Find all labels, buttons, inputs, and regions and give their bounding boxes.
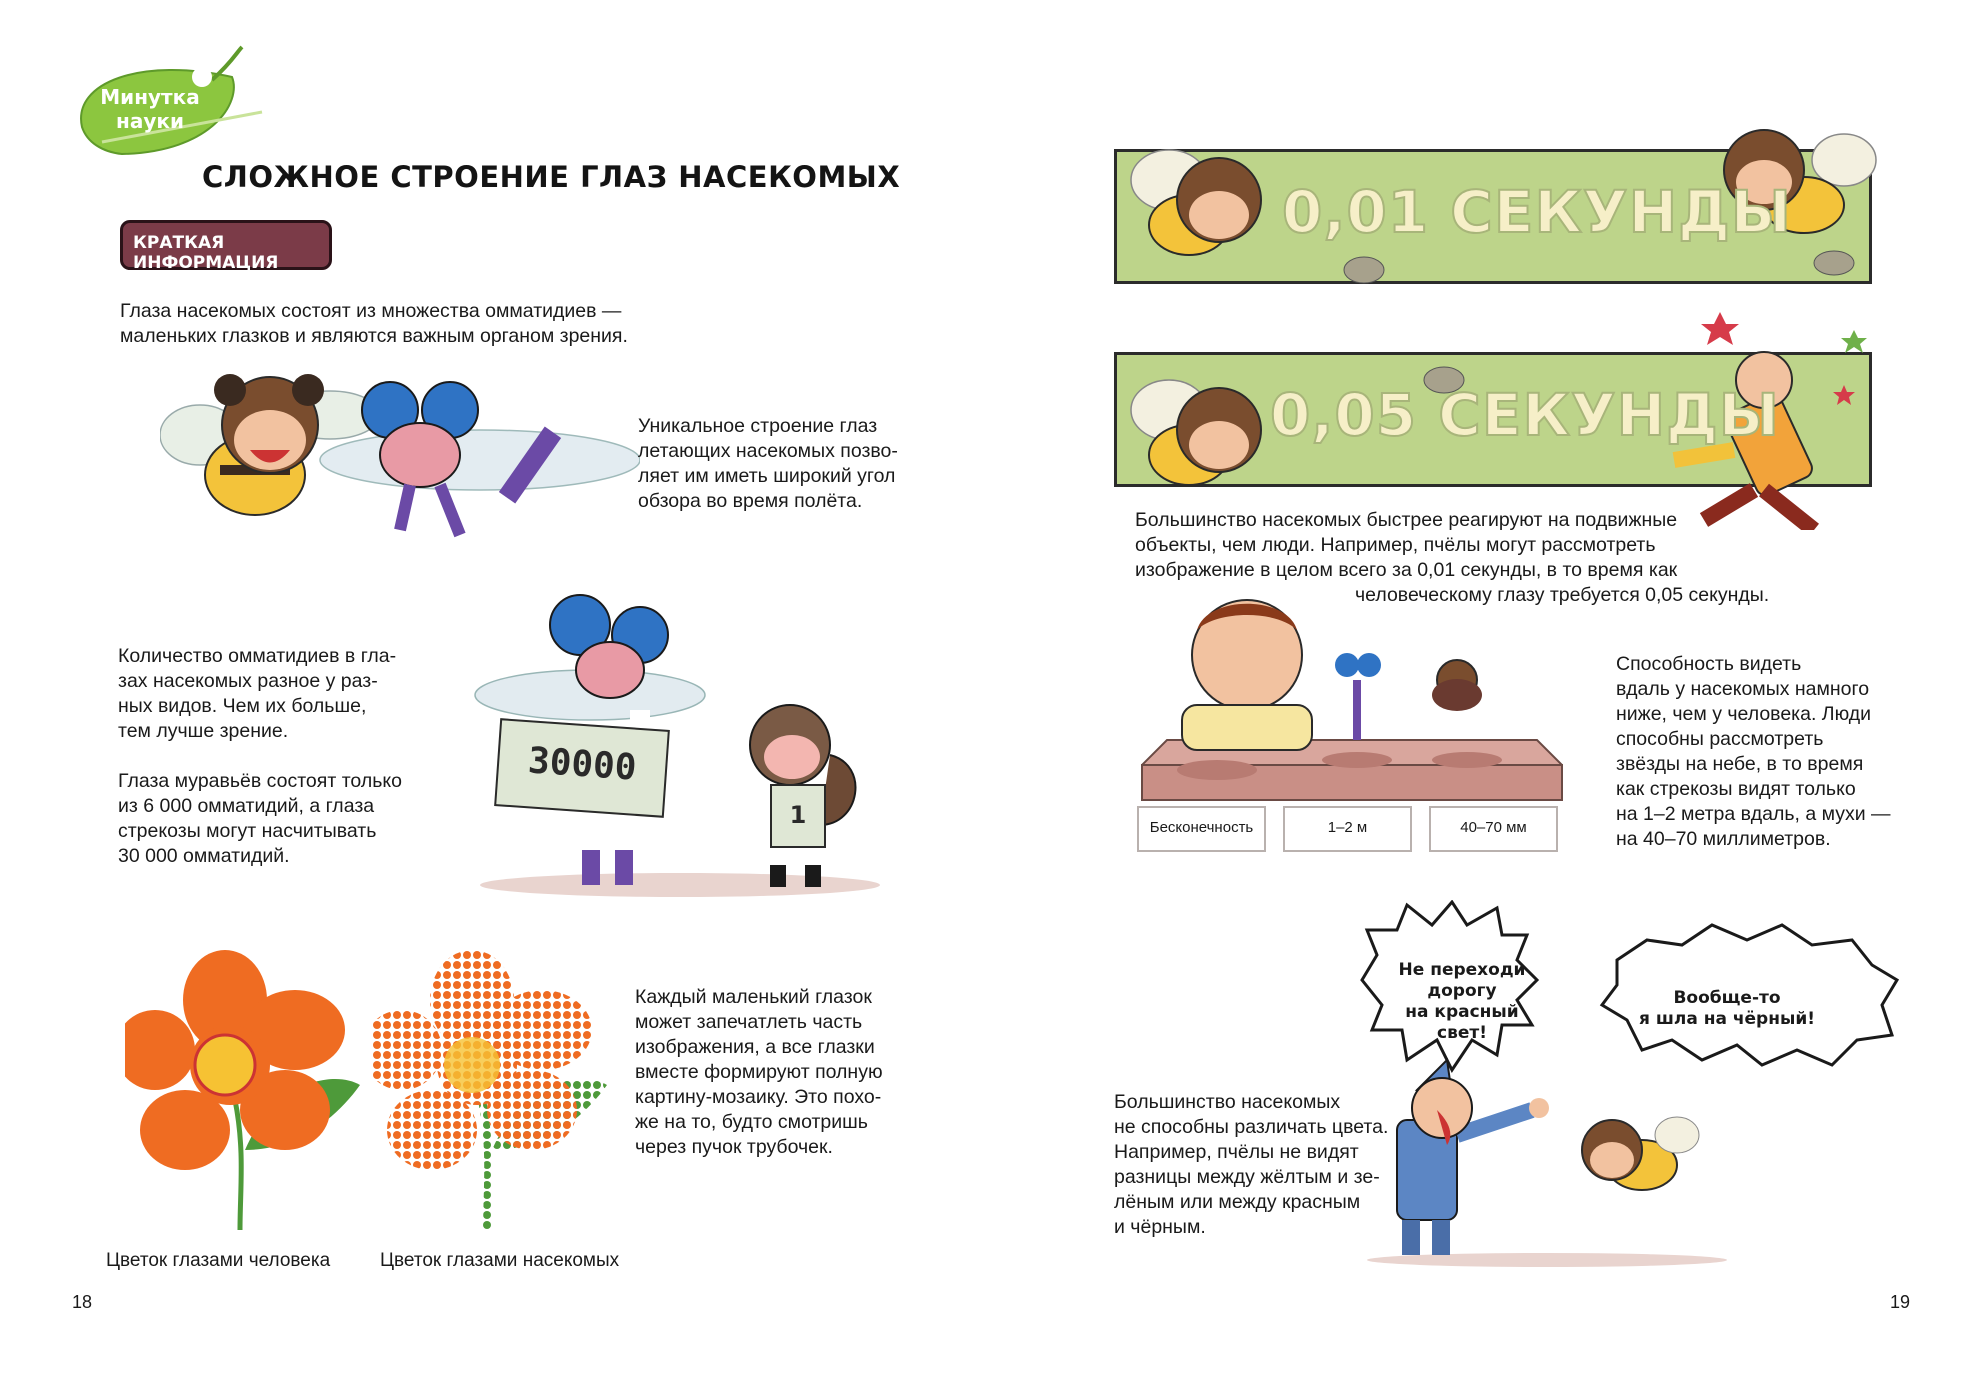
mosaic-line: Каждый маленький глазок bbox=[635, 986, 872, 1008]
count-line: ных видов. Чем их больше, bbox=[118, 695, 367, 717]
count-line: тем лучше зрение. bbox=[118, 720, 289, 742]
color-line: и чёрным. bbox=[1114, 1216, 1206, 1238]
intro-text bbox=[120, 299, 760, 349]
color-line: не способны различать цвета. bbox=[1114, 1116, 1389, 1138]
speech-police-line: дорогу bbox=[1427, 981, 1497, 1001]
info-badge: КРАТКАЯ ИНФОРМАЦИЯ bbox=[120, 220, 332, 270]
caption-human: Цветок глазами человека bbox=[106, 1250, 331, 1271]
mosaic-line: вместе формируют полную bbox=[635, 1061, 883, 1083]
sign-1 bbox=[770, 784, 826, 848]
policeman-bee-illustration bbox=[1357, 1050, 1747, 1270]
speech-police-line: на красный bbox=[1405, 1002, 1519, 1022]
color-text bbox=[1114, 1090, 1414, 1240]
speech-police-line: свет! bbox=[1437, 1023, 1487, 1043]
page-title: СЛОЖНОЕ СТРОЕНИЕ ГЛАЗ НАСЕКОМЫХ bbox=[202, 160, 901, 194]
distance-illustration bbox=[1137, 590, 1567, 820]
label-40-70mm: 40–70 мм bbox=[1429, 806, 1558, 852]
ant-line: стрекозы могут насчитывать bbox=[118, 820, 377, 842]
count-line: зах насекомых разное у раз- bbox=[118, 670, 378, 692]
label-1-2m: 1–2 м bbox=[1283, 806, 1412, 852]
distance-line: ниже, чем у человека. Люди bbox=[1616, 703, 1872, 725]
distance-line: способны рассмотреть bbox=[1616, 728, 1824, 750]
distance-line: звёзды на небе, в то время bbox=[1616, 753, 1864, 775]
flight-line: летающих насекомых позво- bbox=[638, 440, 898, 462]
speech-bee-line: Вообще-то bbox=[1673, 988, 1781, 1008]
distance-line: как стрекозы видят только bbox=[1616, 778, 1856, 800]
sign-30000 bbox=[494, 718, 670, 818]
ant-text bbox=[118, 769, 438, 869]
page-number-right: 19 bbox=[1890, 1292, 1911, 1312]
ant-line: Глаза муравьёв состоят только bbox=[118, 770, 402, 792]
mosaic-text bbox=[635, 985, 935, 1160]
color-line: Например, пчёлы не видят bbox=[1114, 1141, 1359, 1163]
section-badge-line2: науки bbox=[116, 109, 184, 133]
mosaic-line: изображения, а все глазки bbox=[635, 1036, 875, 1058]
intro-line: Глаза насекомых состоят из множества омматидиев — bbox=[120, 300, 622, 322]
flight-text bbox=[638, 414, 928, 514]
reaction-line: Большинство насекомых быстрее реагируют на подвижные bbox=[1135, 509, 1678, 531]
ant-line: из 6 000 омматидий, а глаза bbox=[118, 795, 375, 817]
speech-police bbox=[1387, 960, 1537, 1044]
section-badge-line1: Минутка bbox=[100, 85, 200, 109]
banner-001-text: 0,01 СЕКУНДЫ bbox=[1282, 178, 1792, 246]
ant-line: 30 000 омматидий. bbox=[118, 845, 290, 867]
flying-insects-illustration bbox=[160, 365, 640, 550]
mosaic-line: через пучок трубочек. bbox=[635, 1136, 833, 1158]
intro-line: маленьких глазков и являются важным органом зрения. bbox=[120, 325, 628, 347]
speech-bee-line: я шла на чёрный! bbox=[1638, 1009, 1816, 1029]
sign-30000-text: 30000 bbox=[526, 740, 638, 789]
mosaic-line: может запечатлеть часть bbox=[635, 1011, 863, 1033]
reaction-line: изображение в целом всего за 0,01 секунды, в то время как bbox=[1135, 559, 1678, 581]
speech-bee bbox=[1627, 988, 1827, 1030]
label-infinity: Бесконечность bbox=[1137, 806, 1266, 852]
color-line: Большинство насекомых bbox=[1114, 1091, 1341, 1113]
section-badge bbox=[95, 85, 205, 133]
distance-line: вдаль у насекомых намного bbox=[1616, 678, 1870, 700]
flight-line: ляет им иметь широкий угол bbox=[638, 465, 896, 487]
mosaic-line: же на то, будто смотришь bbox=[635, 1111, 868, 1133]
distance-text bbox=[1616, 652, 1916, 852]
reaction-line: человеческому глазу требуется 0,05 секунды. bbox=[1355, 584, 1770, 606]
flight-line: Уникальное строение глаз bbox=[638, 415, 878, 437]
distance-line: Способность видеть bbox=[1616, 653, 1802, 675]
speech-police-line: Не переходи bbox=[1398, 960, 1526, 980]
banner-005-text: 0,05 СЕКУНДЫ bbox=[1270, 381, 1780, 449]
mosaic-line: картину-мозаику. Это похо- bbox=[635, 1086, 882, 1108]
count-line: Количество омматидиев в гла- bbox=[118, 645, 397, 667]
color-line: разницы между жёлтым и зе- bbox=[1114, 1166, 1380, 1188]
caption-insect: Цветок глазами насекомых bbox=[380, 1250, 620, 1271]
page-number-left: 18 bbox=[72, 1292, 93, 1312]
flower-human-view bbox=[125, 950, 365, 1240]
flight-line: обзора во время полёта. bbox=[638, 490, 863, 512]
distance-line: на 40–70 миллиметров. bbox=[1616, 828, 1831, 850]
sign-1-text: 1 bbox=[789, 801, 807, 829]
flower-insect-view bbox=[372, 950, 622, 1240]
color-line: лёным или между красным bbox=[1114, 1191, 1361, 1213]
right-page bbox=[992, 0, 1984, 1388]
count-text bbox=[118, 644, 438, 744]
reaction-line: объекты, чем люди. Например, пчёлы могут рассмотреть bbox=[1135, 534, 1656, 556]
distance-line: на 1–2 метра вдаль, а мухи — bbox=[1616, 803, 1891, 825]
